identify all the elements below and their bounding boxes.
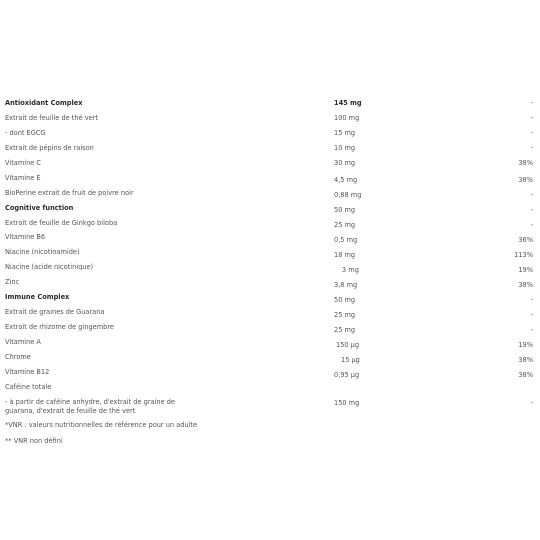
row-label: Vitamine C <box>5 159 42 167</box>
table-row <box>0 204 540 218</box>
row-vnr: - <box>530 191 533 199</box>
table-row <box>0 338 540 352</box>
row-amount: 50 mg <box>334 206 356 214</box>
row-label: Chrome <box>5 353 31 361</box>
table-row <box>0 308 540 322</box>
row-vnr: 38% <box>518 159 533 167</box>
row-label: Vitamine B6 <box>5 233 46 241</box>
row-amount: 30 mg <box>334 159 356 167</box>
row-label: Cognitive function <box>5 204 74 212</box>
row-amount: 100 mg <box>334 114 360 122</box>
table-row <box>0 233 540 247</box>
row-vnr: 19% <box>518 341 533 349</box>
table-row <box>0 263 540 277</box>
table-row <box>0 144 540 158</box>
row-vnr: 19% <box>518 266 533 274</box>
table-row <box>0 293 540 307</box>
row-label: - dont EGCG <box>5 129 46 137</box>
table-row <box>0 353 540 367</box>
row-amount: 3,8 mg <box>334 281 358 289</box>
table-row <box>0 278 540 292</box>
row-amount: 15 mg <box>334 129 356 137</box>
row-vnr: 113% <box>514 251 533 259</box>
row-label: Extrait de rhizome de gingembre <box>5 323 114 331</box>
row-amount: 0,88 mg <box>334 191 362 199</box>
row-vnr: - <box>530 221 533 229</box>
row-label: Niacine (nicotinamide) <box>5 248 80 256</box>
row-vnr: - <box>530 99 533 107</box>
row-label: Zinc <box>5 278 20 286</box>
row-vnr: - <box>530 206 533 214</box>
row-label: Vitamine A <box>5 338 41 346</box>
table-row <box>0 248 540 262</box>
table-row <box>0 368 540 382</box>
row-vnr: - <box>530 114 533 122</box>
row-amount: 25 mg <box>334 221 356 229</box>
row-amount: 18 mg <box>334 251 356 259</box>
row-vnr: - <box>530 311 533 319</box>
row-vnr: - <box>530 129 533 137</box>
row-vnr: 38% <box>518 356 533 364</box>
row-label: Vitamine B12 <box>5 368 50 376</box>
row-amount: 145 mg <box>334 99 362 107</box>
row-amount: 25 mg <box>334 326 356 334</box>
table-row <box>0 159 540 173</box>
row-vnr: - <box>530 326 533 334</box>
table-row <box>0 219 540 233</box>
table-row <box>0 114 540 128</box>
row-label: Caféine totale <box>5 383 52 391</box>
row-amount: 150 mg <box>334 399 360 407</box>
row-vnr: - <box>530 399 533 407</box>
row-vnr: 38% <box>518 371 533 379</box>
row-vnr: 38% <box>518 176 533 184</box>
row-amount: 0,95 µg <box>334 371 360 379</box>
row-vnr: - <box>530 144 533 152</box>
row-label: Extrait de pépins de raison <box>5 144 94 152</box>
row-label: Extrait de feuille de thé vert <box>5 114 98 122</box>
table-row <box>0 129 540 143</box>
row-vnr: 36% <box>518 236 533 244</box>
table-row <box>0 174 540 188</box>
footnote-vnr-undefined: ** VNR non défini <box>5 437 63 445</box>
row-label: Extrait de feuille de Ginkgo biloba <box>5 219 118 227</box>
row-vnr: 38% <box>518 281 533 289</box>
row-label: Extrait de graines de Guarana <box>5 308 105 316</box>
row-label: Immune Complex <box>5 293 70 301</box>
row-label: Antioxidant Complex <box>5 99 83 107</box>
row-amount: 0,5 mg <box>334 236 358 244</box>
row-vnr: - <box>530 296 533 304</box>
row-amount: 150 µg <box>336 341 360 349</box>
table-row <box>0 99 540 113</box>
row-amount: 3 mg <box>342 266 359 274</box>
row-label: Niacine (acide nicotinique) <box>5 263 94 271</box>
table-row <box>0 383 540 397</box>
table-row <box>0 398 540 420</box>
row-amount: 10 mg <box>334 144 356 152</box>
row-amount: 25 mg <box>334 311 356 319</box>
caffeine-source-line1: - à partir de caféine anhydre, d'extrait de graine de <box>5 398 175 406</box>
row-label: Vitamine E <box>5 174 41 182</box>
footnote-vnr: *VNR : valeurs nutritionnelles de référence pour un adulte <box>5 421 198 429</box>
row-amount: 50 mg <box>334 296 356 304</box>
table-row <box>0 189 540 203</box>
row-amount: 15 µg <box>341 356 360 364</box>
row-amount: 4,5 mg <box>334 176 358 184</box>
table-row <box>0 323 540 337</box>
caffeine-source-line2: guarana, d'extrait de feuille de thé vert <box>5 407 136 415</box>
row-label: BioPerine extrait de fruit de poivre noir <box>5 189 134 197</box>
